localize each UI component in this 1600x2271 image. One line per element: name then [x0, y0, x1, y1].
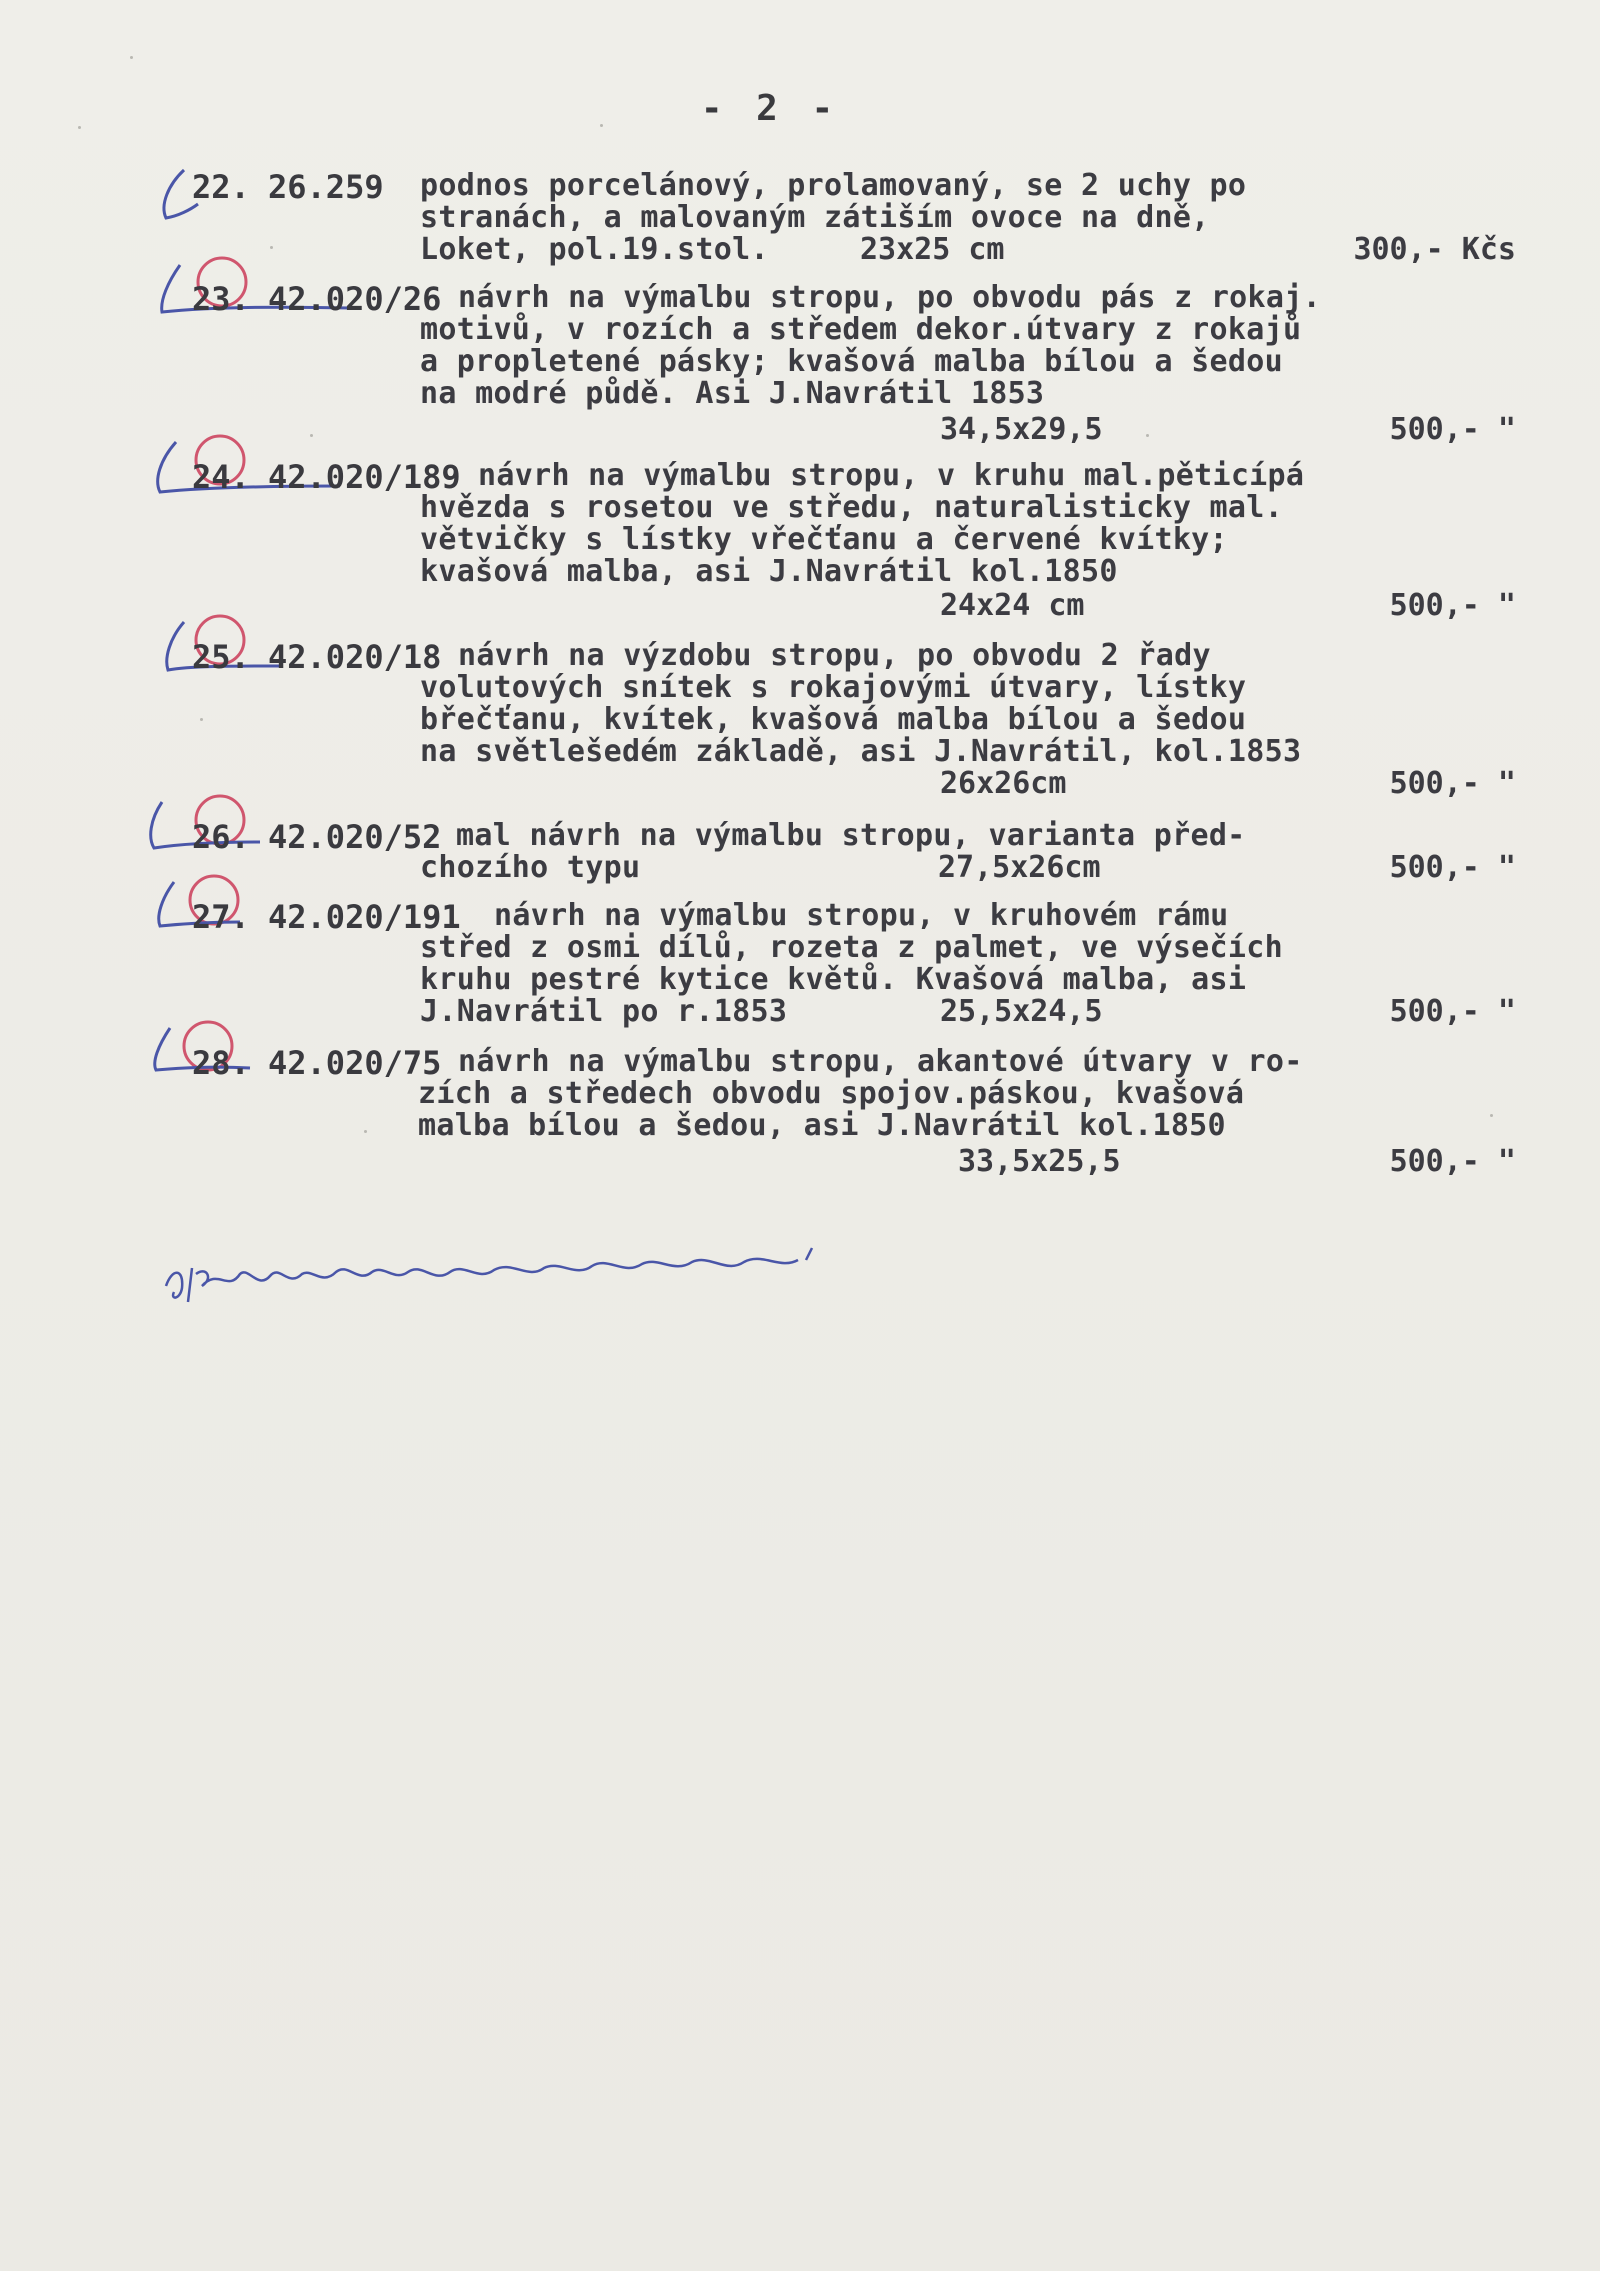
dimensions: 26x26cm: [940, 766, 1067, 801]
inventory-number: 42.020/26: [268, 280, 442, 318]
description-line: na modré půdě. Asi J.Navrátil 1853: [420, 376, 1045, 411]
description-line: na světlešedém základě, asi J.Navrátil, kol.1853: [420, 734, 1302, 769]
description-line: kruhu pestré kytice květů. Kvašová malba, asi: [420, 962, 1247, 997]
entry-number: 22.: [192, 168, 250, 206]
description-line: hvězda s rosetou ve středu, naturalisticky mal.: [420, 490, 1283, 525]
price: 500,- ": [1389, 412, 1516, 447]
description-line: mal návrh na výmalbu stropu, varianta před-: [456, 818, 1246, 853]
description-line: kvašová malba, asi J.Navrátil kol.1850: [420, 554, 1118, 589]
price: 500,- ": [1389, 766, 1516, 801]
price: 500,- ": [1389, 994, 1516, 1029]
price: 500,- ": [1389, 1144, 1516, 1179]
description-line: chozího typu: [420, 850, 641, 885]
paper-speck: [78, 126, 81, 129]
inventory-number: 42.020/18: [268, 638, 442, 676]
description-line: břečťanu, kvítek, kvašová malba bílou a šedou: [420, 702, 1247, 737]
paper-speck: [600, 124, 603, 127]
dimensions: 34,5x29,5: [940, 412, 1103, 447]
paper-speck: [310, 434, 313, 437]
inventory-number: 42.020/75: [268, 1044, 442, 1082]
description-line: malba bílou a šedou, asi J.Navrátil kol.1850: [418, 1108, 1226, 1143]
entry-number: 23.: [192, 280, 250, 318]
description-line: zích a středech obvodu spojov.páskou, kvašová: [418, 1076, 1245, 1111]
description-line: podnos porcelánový, prolamovaný, se 2 uchy po: [420, 168, 1247, 203]
description-line: volutových snítek s rokajovými útvary, lístky: [420, 670, 1247, 705]
description-line: návrh na výmalbu stropu, v kruhovém rámu: [494, 898, 1229, 933]
description-line: návrh na výmalbu stropu, po obvodu pás z rokaj.: [458, 280, 1321, 315]
description-line: J.Navrátil po r.1853: [420, 994, 788, 1029]
inventory-number: 42.020/189: [268, 458, 461, 496]
price: 500,- ": [1389, 588, 1516, 623]
description-line: motivů, v rozích a středem dekor.útvary z rokajů: [420, 312, 1302, 347]
paper-speck: [1146, 434, 1149, 437]
entry-number: 24.: [192, 458, 250, 496]
description-line: stranách, a malovaným zátiším ovoce na dně,: [420, 200, 1210, 235]
entry-number: 28.: [192, 1044, 250, 1082]
price: 500,- ": [1389, 850, 1516, 885]
description-line: větvičky s lístky vřečťanu a červené kvítky;: [420, 522, 1228, 557]
dimensions: 27,5x26cm: [938, 850, 1101, 885]
paper-speck: [270, 246, 273, 249]
price: 300,- Kčs: [1353, 232, 1516, 267]
dimensions: 33,5x25,5: [958, 1144, 1121, 1179]
paper-speck: [130, 56, 133, 59]
entry-number: 27.: [192, 898, 250, 936]
dimensions: 25,5x24,5: [940, 994, 1103, 1029]
page-number: - 2 -: [700, 88, 840, 129]
description-line: návrh na výzdobu stropu, po obvodu 2 řady: [458, 638, 1211, 673]
entry-number: 26.: [192, 818, 250, 856]
description-line: a propletené pásky; kvašová malba bílou a šedou: [420, 344, 1283, 379]
paper-speck: [200, 718, 203, 721]
inventory-number: 42.020/191: [268, 898, 461, 936]
dimensions: 24x24 cm: [940, 588, 1085, 623]
paper-speck: [364, 1130, 367, 1133]
dimensions: 23x25 cm: [860, 232, 1005, 267]
handwritten-note-scribble: [162, 1238, 922, 1318]
description-line: návrh na výmalbu stropu, v kruhu mal.pěticípá: [478, 458, 1305, 493]
description-line: Loket, pol.19.stol.: [420, 232, 769, 267]
inventory-number: 42.020/52: [268, 818, 442, 856]
inventory-number: 26.259: [268, 168, 384, 206]
description-line: střed z osmi dílů, rozeta z palmet, ve výsečích: [420, 930, 1283, 965]
description-line: návrh na výmalbu stropu, akantové útvary v ro-: [458, 1044, 1303, 1079]
entry-number: 25.: [192, 638, 250, 676]
paper-speck: [1490, 1114, 1493, 1117]
